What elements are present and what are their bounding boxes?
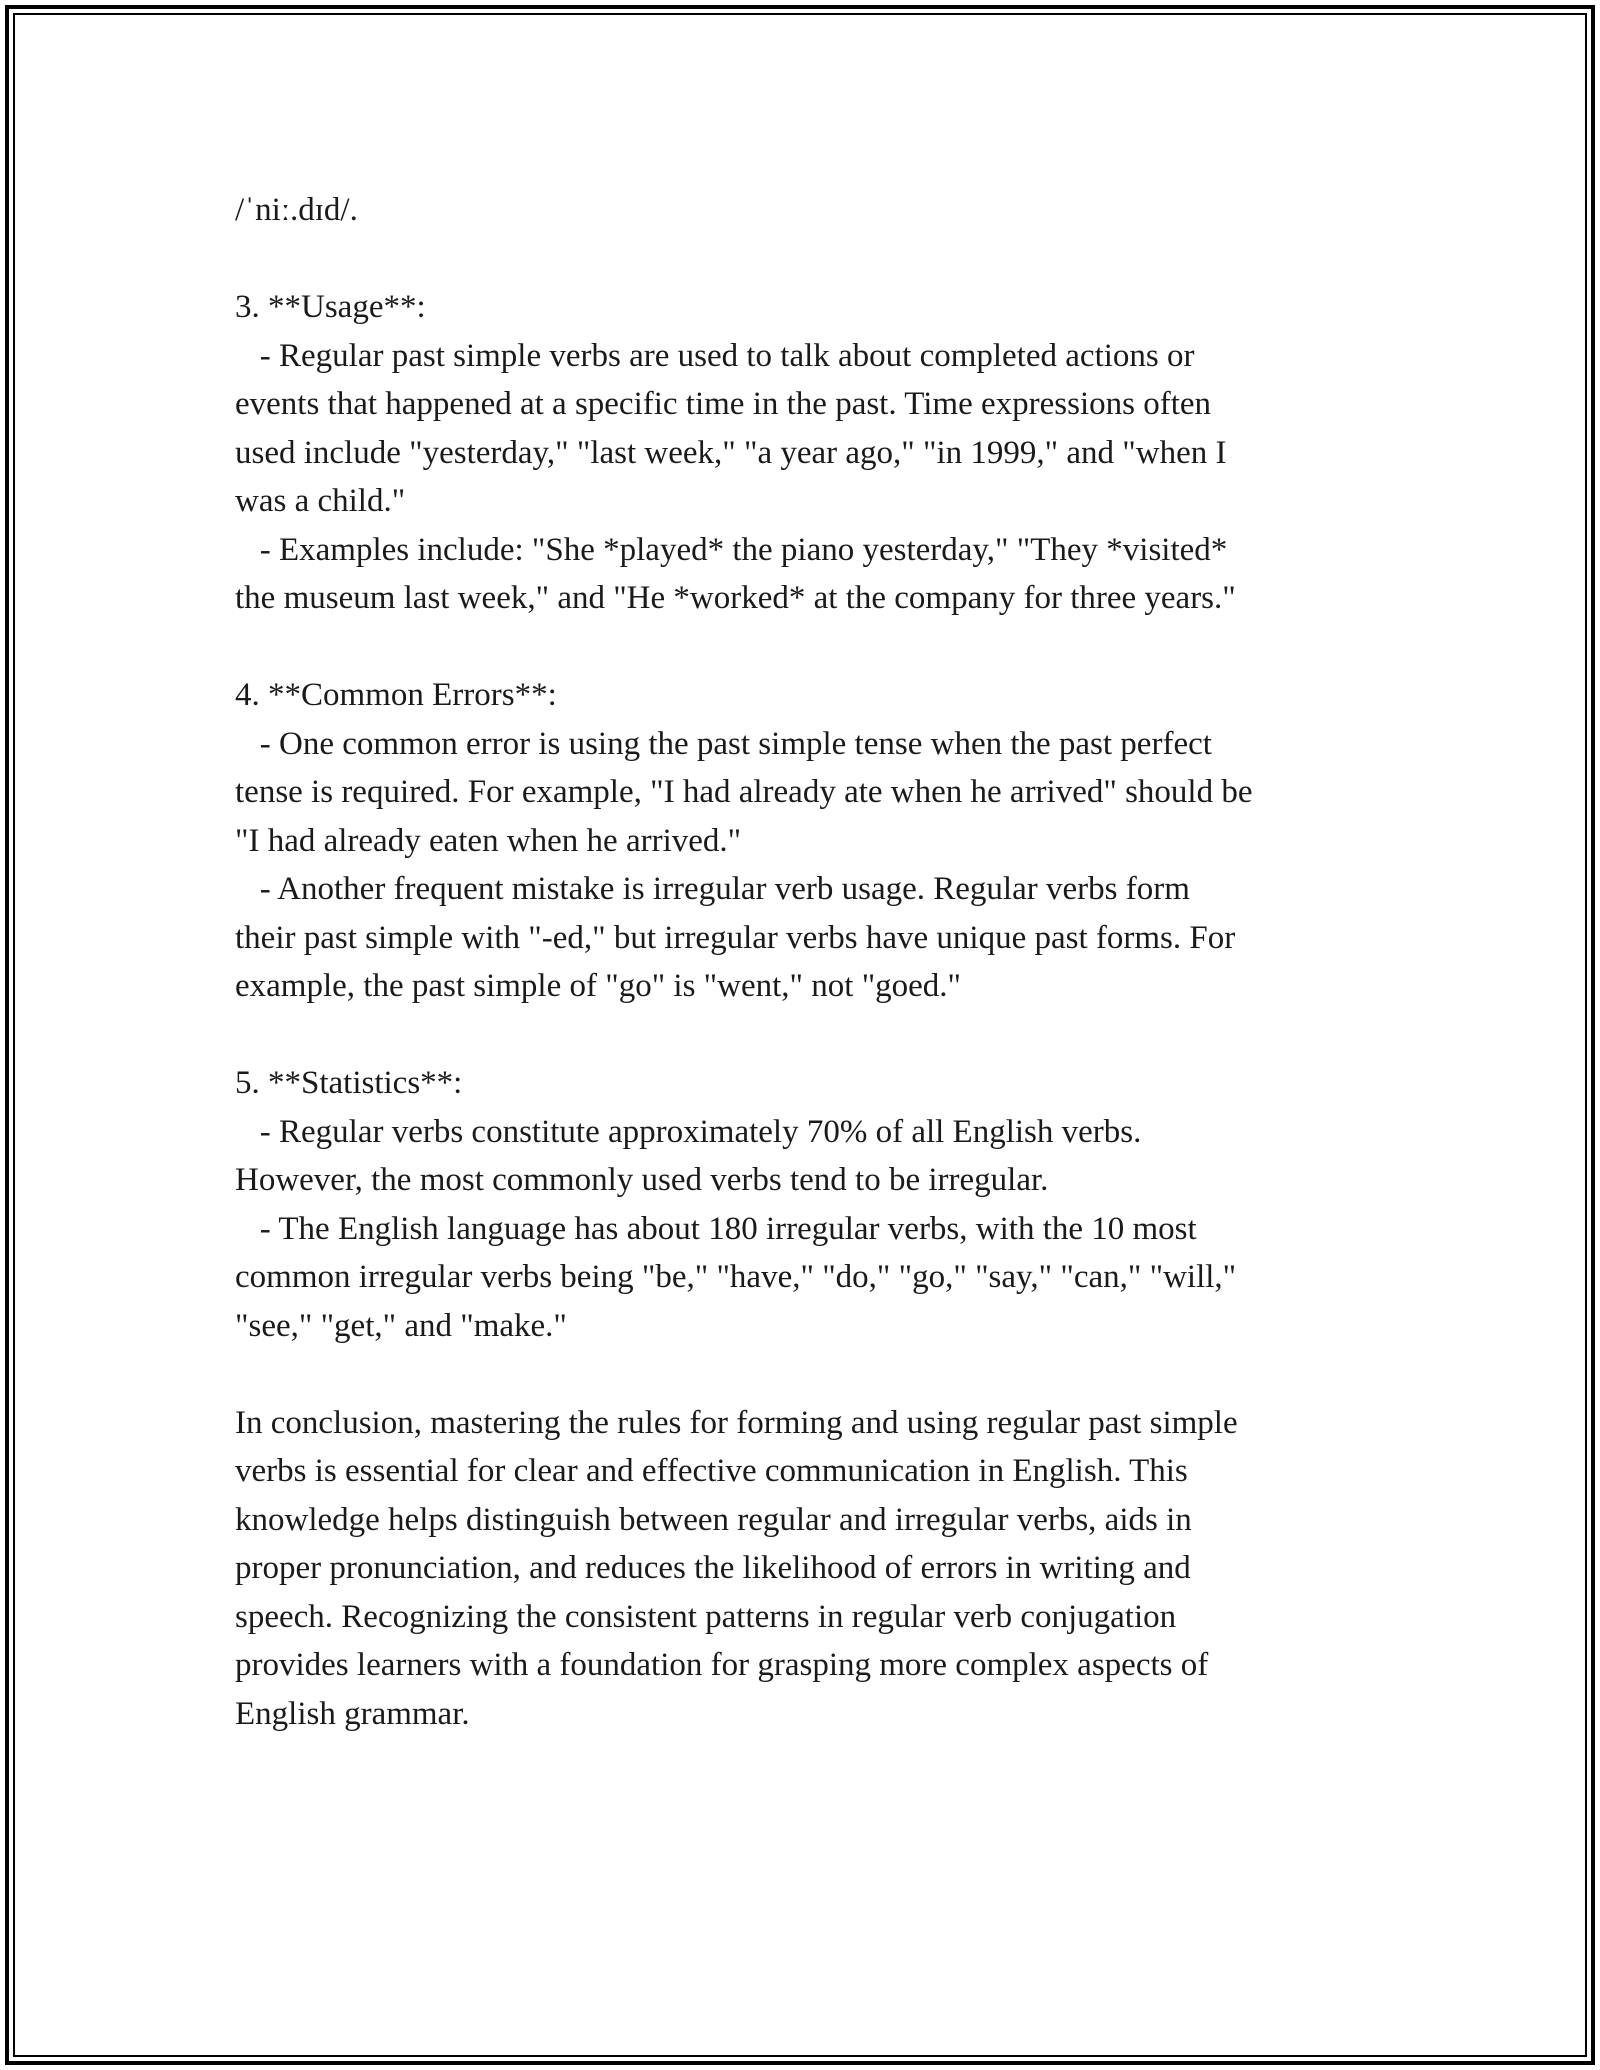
section-conclusion xyxy=(235,1399,1385,1739)
text-line: common irregular verbs being "be," "have," "do," "go," "say," "can," "will," xyxy=(235,1259,1237,1295)
text-line: verbs is essential for clear and effective communication in English. This xyxy=(235,1453,1188,1489)
section-usage xyxy=(235,283,1385,623)
text-line: the museum last week," and "He *worked* at the company for three years." xyxy=(235,580,1236,616)
text-line: - One common error is using the past simple tense when the past perfect xyxy=(235,725,1212,762)
text-line: used include "yesterday," "last week," "a year ago," "in 1999," and "when I xyxy=(235,434,1227,471)
document-body xyxy=(235,186,1385,1738)
text-line: proper pronunciation, and reduces the likelihood of errors in writing and xyxy=(235,1550,1191,1586)
spacer xyxy=(235,235,1385,284)
text-line: English grammar. xyxy=(235,1695,470,1732)
text-line: speech. Recognizing the consistent patterns in regular verb conjugation xyxy=(235,1598,1177,1635)
text-line: example, the past simple of "go" is "went," not "goed." xyxy=(235,968,962,1004)
text-line: - Examples include: "She *played* the piano yesterday," "They *visited* xyxy=(235,531,1228,568)
text-line: However, the most commonly used verbs tend to be irregular. xyxy=(235,1162,1049,1198)
spacer xyxy=(235,1011,1385,1060)
text-line: - Regular verbs constitute approximately 70% of all English verbs. xyxy=(235,1113,1142,1150)
text-line: events that happened at a specific time in the past. Time expressions often xyxy=(235,386,1212,422)
spacer xyxy=(235,623,1385,672)
section-heading-statistics: 5. **Statistics**: xyxy=(235,1065,463,1101)
section-common-errors xyxy=(235,671,1385,1011)
text-line: tense is required. For example, "I had already ate when he arrived" should be xyxy=(235,774,1253,810)
text-line: - Regular past simple verbs are used to talk about completed actions or xyxy=(235,337,1195,374)
text-line: "see," "get," and "make." xyxy=(235,1307,567,1344)
text-line: In conclusion, mastering the rules for forming and using regular past simple xyxy=(235,1404,1238,1441)
text-line: their past simple with "-ed," but irregular verbs have unique past forms. For xyxy=(235,919,1236,956)
text-line: knowledge helps distinguish between regular and irregular verbs, aids in xyxy=(235,1501,1192,1538)
section-statistics xyxy=(235,1059,1385,1350)
section-heading-usage: 3. **Usage**: xyxy=(235,289,426,325)
section-heading-common-errors: 4. **Common Errors**: xyxy=(235,677,557,713)
spacer xyxy=(235,1350,1385,1399)
text-line: was a child." xyxy=(235,483,406,519)
text-line: - Another frequent mistake is irregular verb usage. Regular verbs form xyxy=(235,871,1190,907)
text-line: - The English language has about 180 irregular verbs, with the 10 most xyxy=(235,1210,1197,1247)
pronunciation-line: /ˈniː.dɪd/. xyxy=(235,192,358,228)
text-line: provides learners with a foundation for grasping more complex aspects of xyxy=(235,1647,1209,1683)
text-line: "I had already eaten when he arrived." xyxy=(235,822,742,859)
